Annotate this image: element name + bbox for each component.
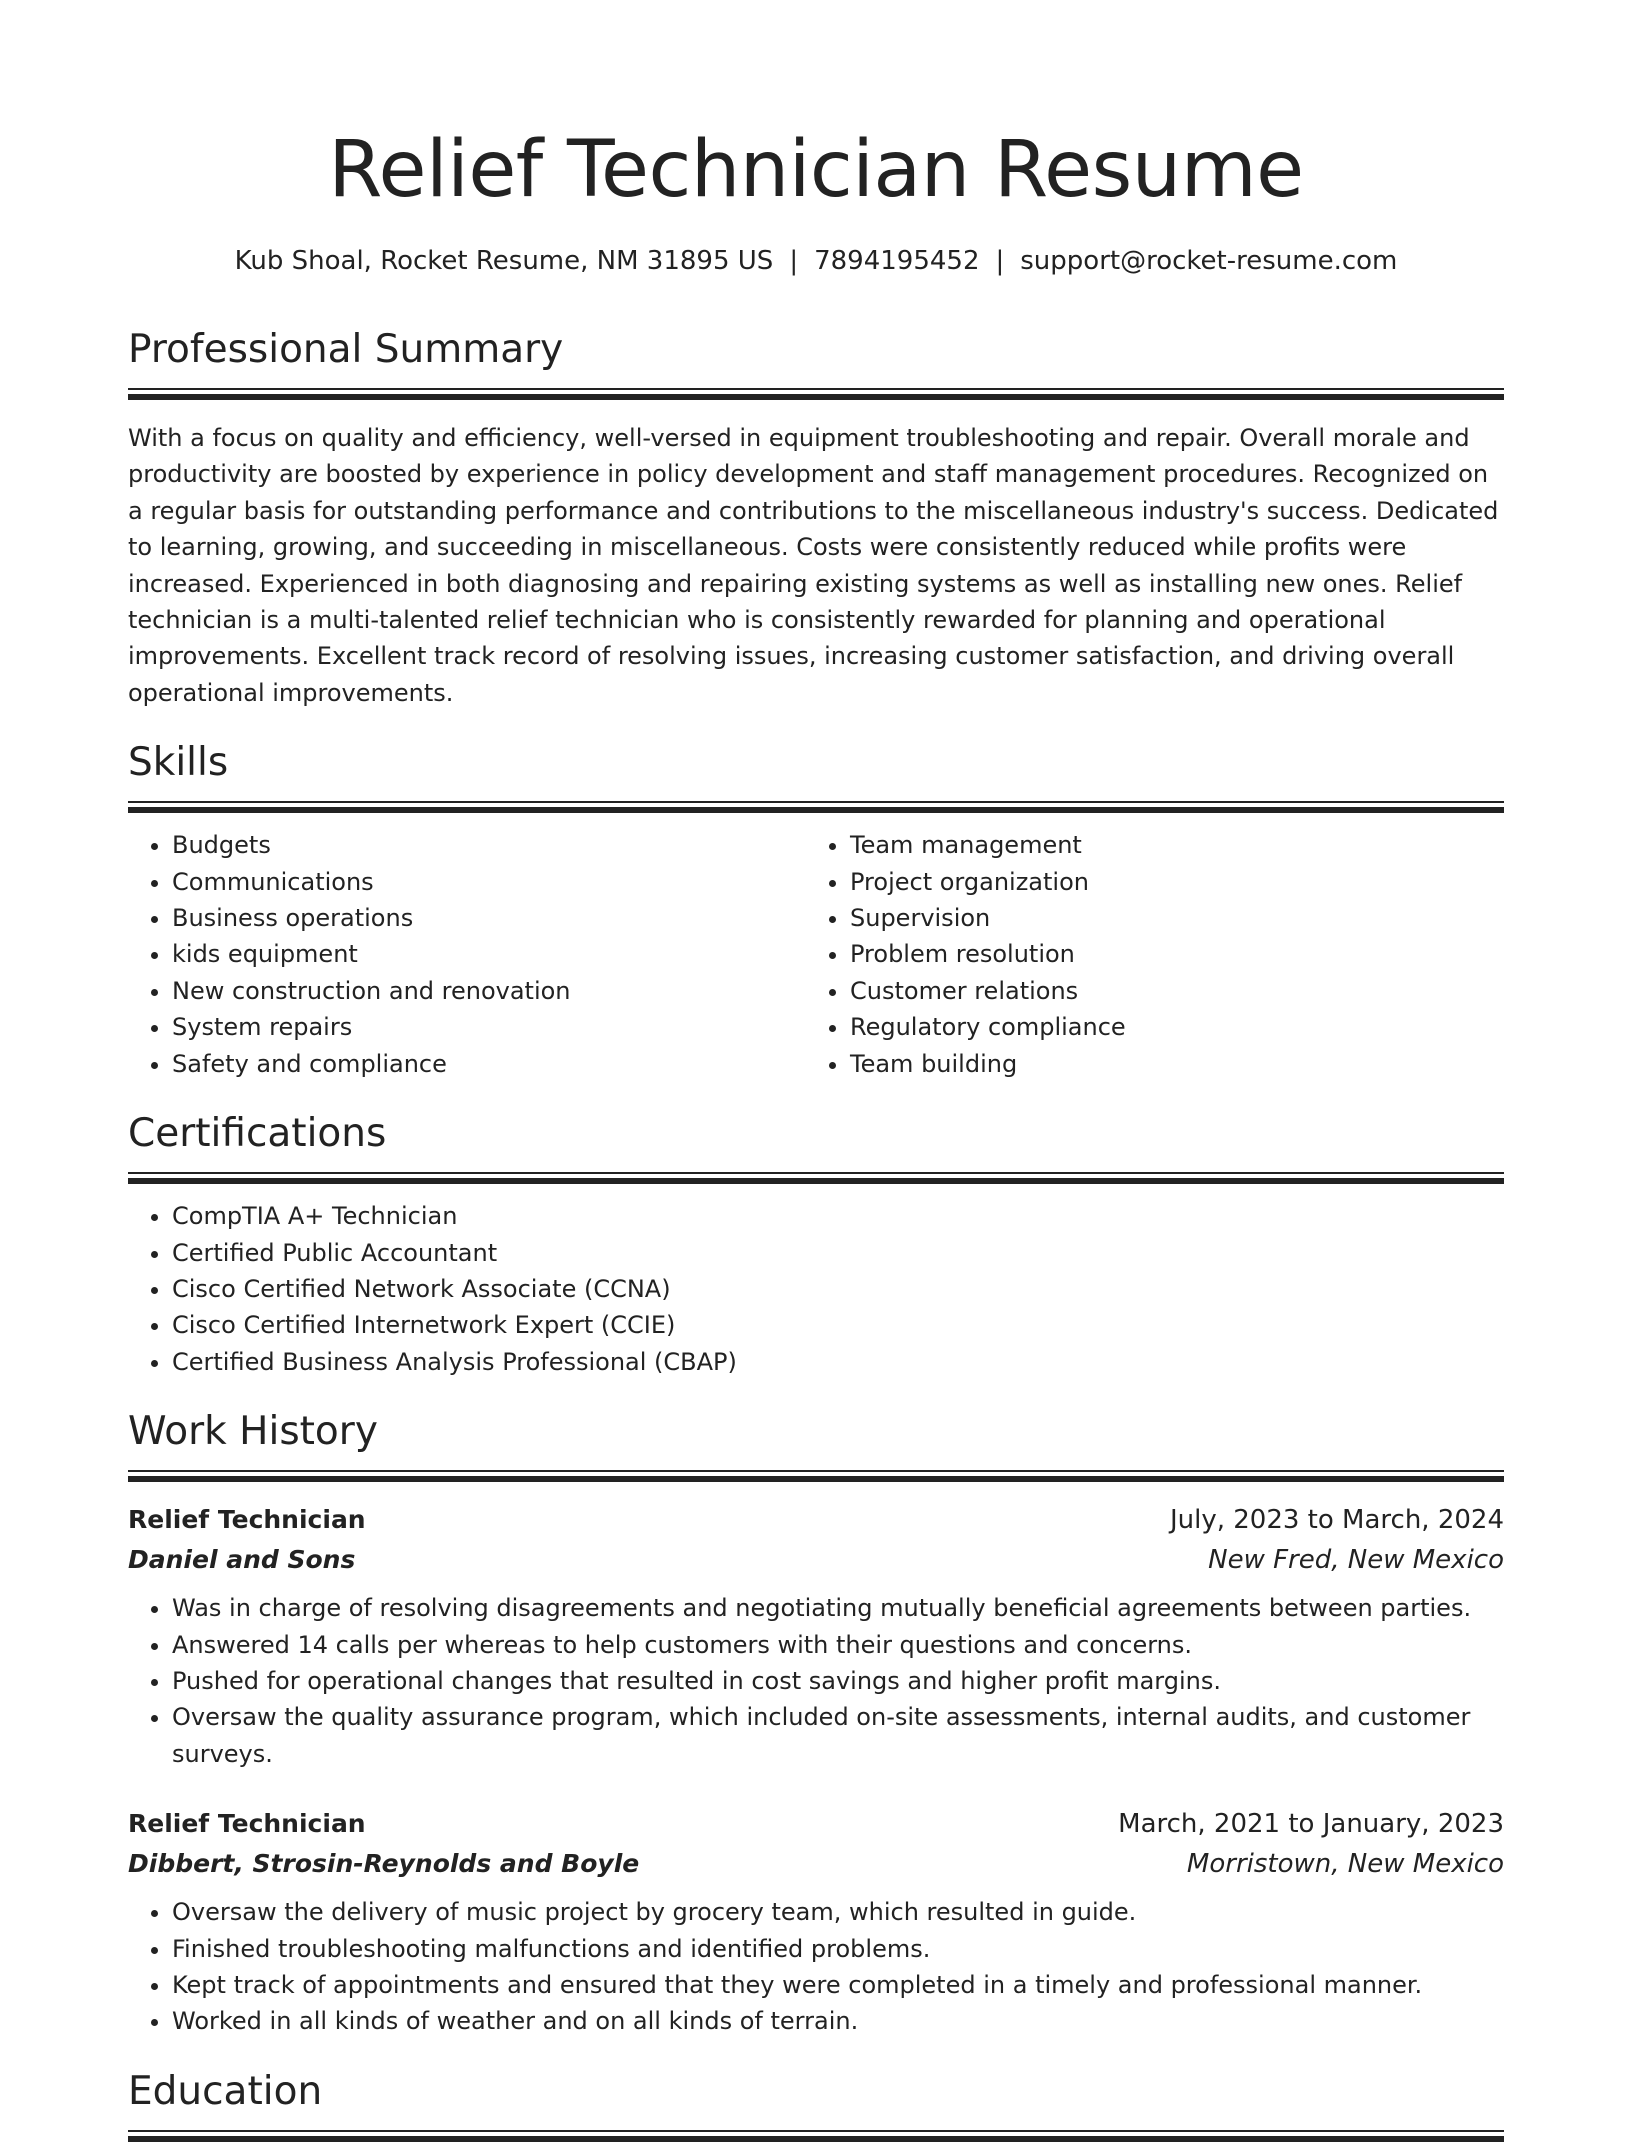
job-duties-list [128,1894,1504,2040]
skills-list-right [806,827,1528,1082]
job-title-row [128,1804,1504,1844]
resume-page [128,0,1504,2142]
skills-grid [128,827,1504,1082]
section-divider [128,1172,1504,1184]
professional-summary-section [128,326,1504,711]
skill-item: • Team management [850,827,1528,863]
contact-email: support@rocket-resume.com [1020,246,1398,276]
certification-item: • Certified Public Accountant [172,1235,1504,1271]
skill-item: • Customer relations [850,973,1528,1009]
section-heading-education: Education [128,2068,323,2114]
job-dates: March, 2021 to January, 2023 [1118,1809,1504,1840]
section-heading-certifications: Certifications [128,1111,387,1157]
job-title-row [128,1500,1504,1540]
skill-item: • Team building [850,1046,1528,1082]
education-section [128,2068,1504,2142]
job-title: Relief Technician [128,1505,366,1535]
skill-item: • Project organization [850,864,1528,900]
skill-item: • Business operations [172,900,806,936]
job-location: New Fred, New Mexico [1208,1545,1504,1576]
contact-phone: 7894195452 [814,246,980,276]
skills-list-left [128,827,806,1082]
section-heading-summary: Professional Summary [128,327,564,372]
job-company: Dibbert, Strosin-Reynolds and Boyle [128,1849,640,1879]
job-entry [128,1804,1504,2040]
contact-separator: | [995,246,1005,276]
certifications-section [128,1110,1504,1380]
contact-address: Kub Shoal, Rocket Resume, NM 31895 US [234,246,774,276]
skill-item: • New construction and renovation [172,973,806,1009]
job-company: Daniel and Sons [128,1545,356,1575]
job-duty-item: • Oversaw the quality assurance program, which included on-site assessments, internal audits, and customer surveys. [172,1699,1504,1772]
job-dates: July, 2023 to March, 2024 [1169,1505,1504,1536]
job-duty-item: • Finished troubleshooting malfunctions and identified problems. [172,1931,1504,1967]
job-duties-list [128,1590,1504,1772]
job-company-row [128,1540,1504,1580]
section-divider [128,1470,1504,1482]
section-heading-skills: Skills [128,740,229,786]
skills-section [128,739,1504,1082]
skill-item: • Problem resolution [850,936,1528,972]
skill-item: • kids equipment [172,936,806,972]
skill-item: • Safety and compliance [172,1046,806,1082]
skill-item: • Supervision [850,900,1528,936]
job-duty-item: • Kept track of appointments and ensured that they were completed in a timely and professional manner. [172,1967,1504,2003]
skill-item: • System repairs [172,1009,806,1045]
contact-line [128,244,1504,278]
summary-text: With a focus on quality and efficiency, well-versed in equipment troubleshooting and repair. Overall morale and productivity are boosted by experience in policy development and staff management procedures. Recognized on a regular basis for outstanding performance and contributions to the miscellaneous industry's success. Dedicated to learning, growing, and succeeding in miscellaneous. Costs were consistently reduced while profits were increased. Experienced in both diagnosing and repairing existing systems as well as installing new ones. Relief technician is a multi-talented relief technician who is consistently rewarded for planning and operational improvements. Excellent track record of resolving issues, increasing customer satisfaction, and driving overall operational improvements. [128,424,1499,707]
contact-separator: | [789,246,799,276]
job-location: Morristown, New Mexico [1186,1849,1504,1880]
job-title: Relief Technician [128,1809,366,1839]
job-company-row [128,1844,1504,1884]
job-duty-item: • Answered 14 calls per whereas to help customers with their questions and concerns. [172,1627,1504,1663]
certification-item: • CompTIA A+ Technician [172,1198,1504,1234]
certification-item: • Cisco Certified Internetwork Expert (CCIE) [172,1307,1504,1343]
certification-item: • Certified Business Analysis Professional (CBAP) [172,1344,1504,1380]
job-duty-item: • Was in charge of resolving disagreements and negotiating mutually beneficial agreements between parties. [172,1590,1504,1626]
work-history-section [128,1408,1504,2040]
section-heading-work-history: Work History [128,1409,378,1455]
resume-title: Relief Technician Resume [328,125,1304,215]
skill-item: • Communications [172,864,806,900]
certifications-list [128,1198,1504,1380]
skill-item: • Budgets [172,827,806,863]
job-duty-item: • Pushed for operational changes that resulted in cost savings and higher profit margins. [172,1663,1504,1699]
section-divider [128,2130,1504,2142]
job-duty-item: • Oversaw the delivery of music project by grocery team, which resulted in guide. [172,1894,1504,1930]
job-entry [128,1500,1504,1772]
skill-item: • Regulatory compliance [850,1009,1528,1045]
job-duty-item: • Worked in all kinds of weather and on all kinds of terrain. [172,2003,1504,2039]
section-divider [128,801,1504,813]
section-divider [128,388,1504,400]
certification-item: • Cisco Certified Network Associate (CCNA) [172,1271,1504,1307]
